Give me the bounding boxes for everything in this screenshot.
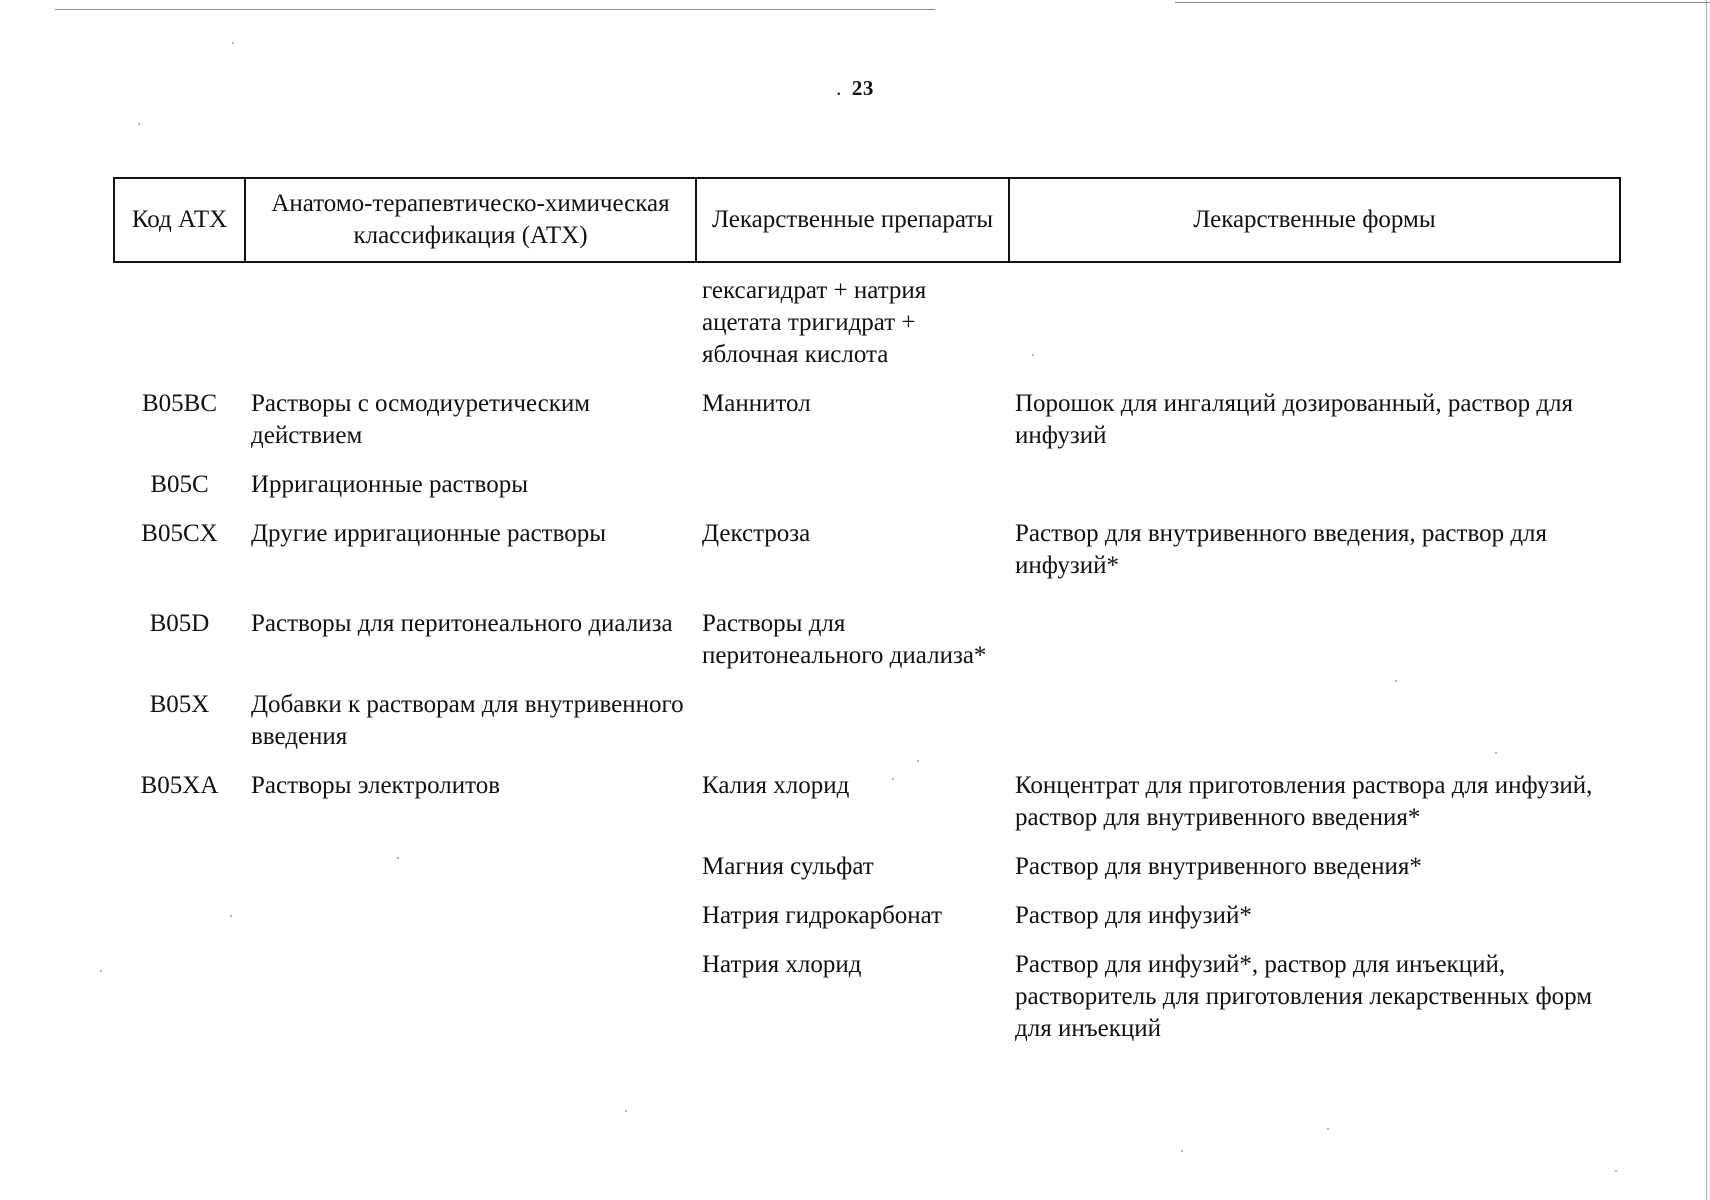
drug-name: Декстроза [702, 520, 811, 547]
header-classification: Анатомо-терапевтическо-химическая классификация (АТХ) [245, 178, 696, 262]
atc-classification: Добавки к растворам для внутривенного введения [251, 691, 684, 750]
atc-classification: Растворы с осмодиуретическим действием [251, 390, 591, 449]
table-row [114, 949, 1620, 1062]
table-row [114, 770, 1620, 851]
scan-edge-line [1175, 2, 1710, 3]
header-drugs: Лекарственные препараты [696, 178, 1009, 262]
table-row [114, 608, 1620, 689]
atc-classification [245, 949, 696, 1062]
atc-code [114, 262, 245, 388]
dosage-forms: Концентрат для приготовления раствора для инфузий, раствор для внутривенного введения* [1015, 772, 1593, 831]
scan-edge-line [1706, 0, 1707, 1200]
scan-speck [1032, 354, 1034, 356]
atc-code: B05CX [141, 520, 218, 547]
scan-speck [397, 857, 399, 859]
table-header-row [114, 178, 1620, 262]
table-row [114, 469, 1620, 518]
page-number-value: 23 [851, 76, 874, 100]
scan-speck [625, 1110, 627, 1112]
table-row [114, 518, 1620, 608]
atc-code: B05C [150, 471, 209, 498]
drug-name: Растворы для перитонеального диализа* [702, 610, 987, 669]
scan-speck [917, 760, 919, 762]
atc-classification: Другие ирригационные растворы [251, 520, 607, 547]
scan-edge-line [55, 9, 935, 10]
atc-classification: Растворы электролитов [251, 772, 501, 799]
drug-name [696, 469, 1009, 518]
atc-code: B05BC [141, 390, 218, 417]
atc-code: B05X [149, 691, 210, 718]
table-row [114, 388, 1620, 469]
dosage-forms [1009, 689, 1620, 770]
atc-code [114, 900, 245, 949]
atc-classification [245, 851, 696, 900]
drug-name: Маннитол [702, 390, 811, 417]
scan-speck [230, 915, 232, 917]
atc-code: B05D [149, 610, 210, 637]
atc-code [114, 851, 245, 900]
drug-name: гексагидрат + натрия ацетата тригидрат + яблочная кислота [702, 277, 927, 368]
page-number: . 23 [836, 76, 874, 100]
dosage-forms: Порошок для ингаляций дозированный, раствор для инфузий [1015, 390, 1574, 449]
dosage-forms: Раствор для внутривенного введения* [1015, 853, 1422, 880]
scan-speck [100, 970, 102, 972]
atc-classification [245, 262, 696, 388]
dosage-forms [1009, 469, 1620, 518]
atc-code: B05XA [140, 772, 219, 799]
drug-name: Натрия хлорид [702, 951, 862, 978]
table-row [114, 851, 1620, 900]
scan-speck [1615, 1170, 1617, 1172]
drug-name [696, 689, 1009, 770]
table-row [114, 262, 1620, 388]
table-row [114, 689, 1620, 770]
atc-classification: Ирригационные растворы [251, 471, 528, 498]
scan-speck [1327, 1128, 1329, 1130]
scan-speck [138, 123, 140, 125]
dosage-forms: Раствор для инфузий*, раствор для инъекций, растворитель для приготовления лекарственных форм для инъекций [1015, 951, 1593, 1042]
atc-code [114, 949, 245, 1062]
dosage-forms: Раствор для инфузий* [1015, 902, 1252, 929]
drug-name: Магния сульфат [702, 853, 874, 880]
scan-speck [232, 42, 234, 44]
table-row [114, 900, 1620, 949]
scan-speck [1395, 680, 1397, 682]
scan-speck [1495, 752, 1497, 754]
dosage-forms [1009, 262, 1620, 388]
header-code: Код АТХ [114, 178, 245, 262]
drug-name: Натрия гидрокарбонат [702, 902, 943, 929]
drug-name: Калия хлорид [702, 772, 850, 799]
atc-classification [245, 900, 696, 949]
atc-classification: Растворы для перитонеального диализа [251, 610, 673, 637]
dosage-forms: Раствор для внутривенного введения, раствор для инфузий* [1015, 520, 1548, 579]
dosage-forms [1009, 608, 1620, 689]
header-forms: Лекарственные формы [1009, 178, 1620, 262]
scan-speck [1181, 1150, 1183, 1152]
scan-speck [892, 778, 894, 780]
atc-table [113, 177, 1621, 1062]
